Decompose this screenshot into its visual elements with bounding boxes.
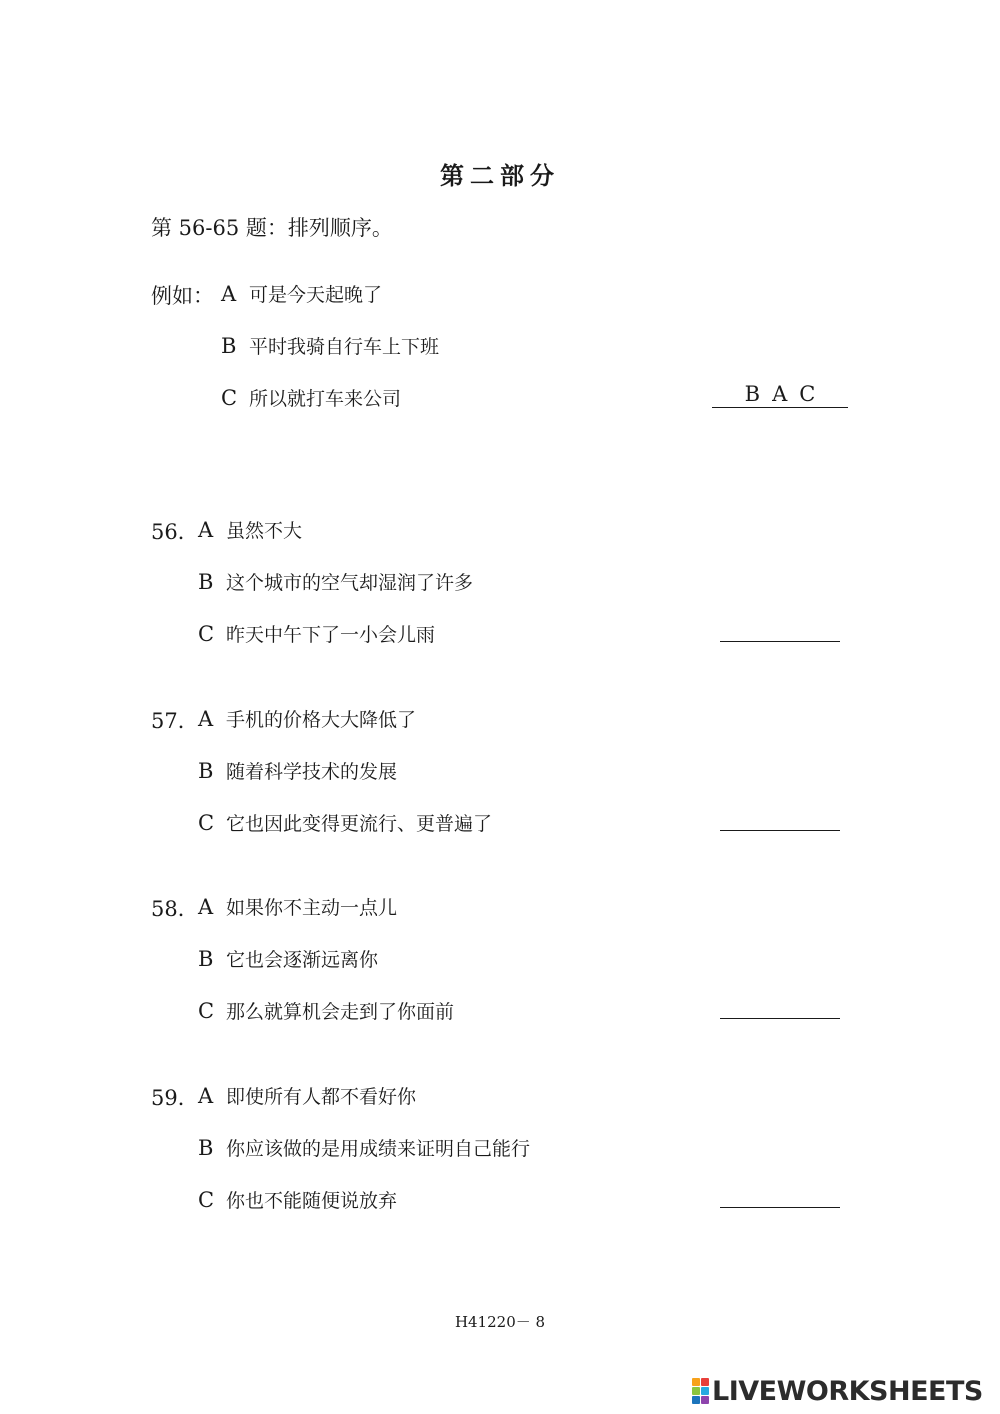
option-text: 虽然不大 [226, 520, 303, 542]
page-footer: H41220－ 8 [454, 1313, 546, 1331]
q57-option-a [198, 705, 416, 732]
logo-grid-icon [692, 1378, 709, 1404]
q59-option-b [198, 1134, 530, 1161]
question-56 [151, 516, 199, 546]
option-text: 所以就打车来公司 [249, 388, 402, 410]
option-letter: C [198, 811, 215, 835]
q56-option-c [198, 620, 435, 647]
q58-option-c [198, 997, 454, 1024]
option-letter: A [198, 895, 214, 919]
instruction-text: 第 56-65 题：排列顺序。 [151, 216, 393, 240]
option-text: 那么就算机会走到了你面前 [226, 1001, 455, 1023]
option-letter: A [198, 707, 214, 731]
q58-answer-field[interactable] [720, 1018, 840, 1019]
section-title: 第二部分 [440, 161, 560, 190]
option-letter: C [221, 386, 238, 410]
option-text: 平时我骑自行车上下班 [249, 336, 440, 358]
q56-option-b [198, 568, 473, 595]
q59-option-a [198, 1082, 416, 1109]
option-letter: C [198, 999, 215, 1023]
option-text: 昨天中午下了一小会儿雨 [226, 624, 436, 646]
liveworksheets-logo [692, 1374, 983, 1408]
question-number: 57． [151, 709, 199, 733]
example-label: 例如： [151, 284, 214, 308]
option-letter: A [198, 518, 214, 542]
option-text: 手机的价格大大降低了 [226, 709, 417, 731]
q59-option-c [198, 1186, 397, 1213]
example-answer-3: C [799, 382, 816, 406]
q57-option-b [198, 757, 397, 784]
option-text: 这个城市的空气却湿润了许多 [226, 572, 474, 594]
q57-answer-field[interactable] [720, 830, 840, 831]
option-letter: C [198, 1188, 215, 1212]
option-text: 你也不能随便说放弃 [226, 1190, 398, 1212]
example-option-a [221, 280, 382, 307]
question-number: 58． [151, 897, 199, 921]
option-text: 如果你不主动一点儿 [226, 897, 398, 919]
option-letter: B [198, 1136, 214, 1160]
question-number: 59． [151, 1086, 199, 1110]
question-57 [151, 705, 199, 735]
question-number: 56． [151, 520, 199, 544]
question-59 [151, 1082, 199, 1112]
option-letter: B [198, 947, 214, 971]
q56-answer-field[interactable] [720, 641, 840, 642]
option-text: 它也会逐渐远离你 [226, 949, 379, 971]
option-letter: B [198, 759, 214, 783]
q59-answer-field[interactable] [720, 1207, 840, 1208]
option-letter: C [198, 622, 215, 646]
option-letter: B [221, 334, 237, 358]
example-option-c [221, 384, 401, 411]
option-letter: A [198, 1084, 214, 1108]
option-text: 你应该做的是用成绩来证明自己能行 [226, 1138, 531, 1160]
logo-text: LIVEWORKSHEETS [712, 1375, 983, 1407]
q57-option-c [198, 809, 492, 836]
q58-option-b [198, 945, 378, 972]
question-58 [151, 893, 199, 923]
option-text: 即使所有人都不看好你 [226, 1086, 417, 1108]
q56-option-a [198, 516, 302, 543]
example-option-b [221, 332, 439, 359]
option-text: 它也因此变得更流行、更普遍了 [226, 813, 493, 835]
q58-option-a [198, 893, 397, 920]
option-letter: B [198, 570, 214, 594]
example-answer [712, 382, 848, 408]
option-text: 可是今天起晚了 [249, 284, 383, 306]
option-text: 随着科学技术的发展 [226, 761, 398, 783]
example-answer-1: B [744, 382, 761, 406]
option-letter: A [221, 282, 237, 306]
example-answer-2: A [772, 382, 788, 406]
